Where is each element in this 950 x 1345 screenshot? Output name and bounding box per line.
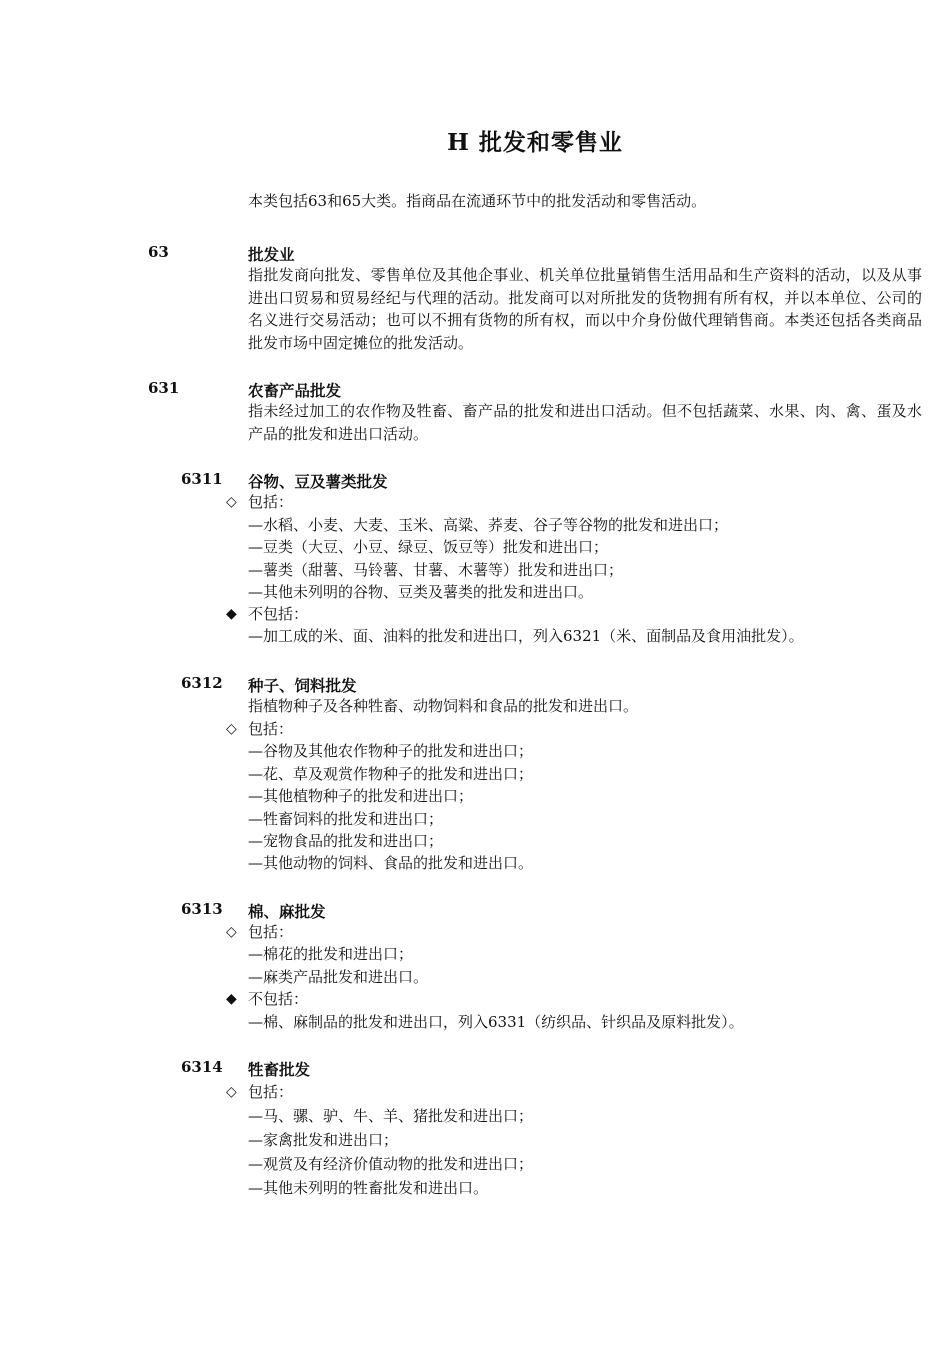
page-title: H 批发和零售业 — [447, 129, 623, 156]
list-item: —宠物食品的批发和进出口； — [248, 832, 444, 850]
list-item: —花、草及观赏作物种子的批发和进出口； — [248, 765, 534, 783]
exclude-label: 不包括： — [248, 605, 309, 623]
section-heading: 农畜产品批发 — [248, 381, 342, 400]
section-code: 631 — [148, 379, 180, 397]
list-item: —麻类产品批发和进出口。 — [248, 968, 429, 986]
include-label: 包括： — [248, 1083, 294, 1101]
include-label: 包括： — [248, 720, 294, 738]
section-heading: 批发业 — [248, 245, 295, 264]
include-marker: ◇ — [226, 1084, 237, 1100]
section-code: 6311 — [181, 470, 223, 488]
category-intro: 本类包括63和65大类。指商品在流通环节中的批发活动和零售活动。 — [248, 192, 707, 210]
include-label: 包括： — [248, 923, 294, 941]
section-code: 6314 — [181, 1058, 223, 1076]
list-item: —马、骡、驴、牛、羊、猪批发和进出口； — [248, 1107, 534, 1125]
section-code: 6312 — [181, 674, 223, 692]
list-item: —牲畜饲料的批发和进出口； — [248, 810, 444, 828]
list-item: —棉、麻制品的批发和进出口，列入6331（纺织品、针织品及原料批发）。 — [248, 1013, 744, 1031]
include-marker: ◇ — [226, 494, 237, 510]
section-description: 指批发商向批发、零售单位及其他企事业、机关单位批量销售生活用品和生产资料的活动，以及从事进出口贸易和贸易经纪与代理的活动。批发商可以对所批发的货物拥有所有权，并以本单位、公司的名义进行交易活动；也可以不拥有货物的所有权，而以中介身份做代理销售商。本类还包括各类商品批发市场中固定摊位的批发活动。 — [248, 266, 922, 352]
list-item: —水稻、小麦、大麦、玉米、高粱、荞麦、谷子等谷物的批发和进出口； — [248, 516, 729, 534]
list-item: —其他未列明的谷物、豆类及薯类的批发和进出口。 — [248, 583, 594, 601]
section-heading: 谷物、豆及薯类批发 — [248, 472, 388, 491]
section-code: 6313 — [181, 900, 223, 918]
list-item: —家禽批发和进出口； — [248, 1131, 399, 1149]
section-heading: 棉、麻批发 — [248, 902, 326, 921]
section-description: 指植物种子及各种牲畜、动物饲料和食品的批发和进出口。 — [248, 697, 639, 715]
exclude-marker: ◆ — [226, 606, 237, 622]
section-code: 63 — [148, 243, 169, 261]
list-item: —豆类（大豆、小豆、绿豆、饭豆等）批发和进出口； — [248, 538, 609, 556]
list-item: —观赏及有经济价值动物的批发和进出口； — [248, 1155, 534, 1173]
list-item: —谷物及其他农作物种子的批发和进出口； — [248, 742, 534, 760]
list-item: —其他未列明的牲畜批发和进出口。 — [248, 1179, 489, 1197]
section-heading: 种子、饲料批发 — [248, 676, 357, 695]
include-label: 包括： — [248, 493, 294, 511]
list-item: —加工成的米、面、油料的批发和进出口，列入6321（米、面制品及食用油批发）。 — [248, 627, 804, 645]
include-marker: ◇ — [226, 924, 237, 940]
exclude-marker: ◆ — [226, 991, 237, 1007]
exclude-label: 不包括： — [248, 990, 309, 1008]
list-item: —棉花的批发和进出口； — [248, 945, 414, 963]
list-item: —其他动物的饲料、食品的批发和进出口。 — [248, 854, 534, 872]
include-marker: ◇ — [226, 721, 237, 737]
section-heading: 牲畜批发 — [248, 1060, 311, 1079]
section-description: 指未经过加工的农作物及牲畜、畜产品的批发和进出口活动。但不包括蔬菜、水果、肉、禽、蛋及水产品的批发和进出口活动。 — [248, 402, 922, 443]
list-item: —薯类（甜薯、马铃薯、甘薯、木薯等）批发和进出口； — [248, 561, 624, 579]
list-item: —其他植物种子的批发和进出口； — [248, 787, 474, 805]
